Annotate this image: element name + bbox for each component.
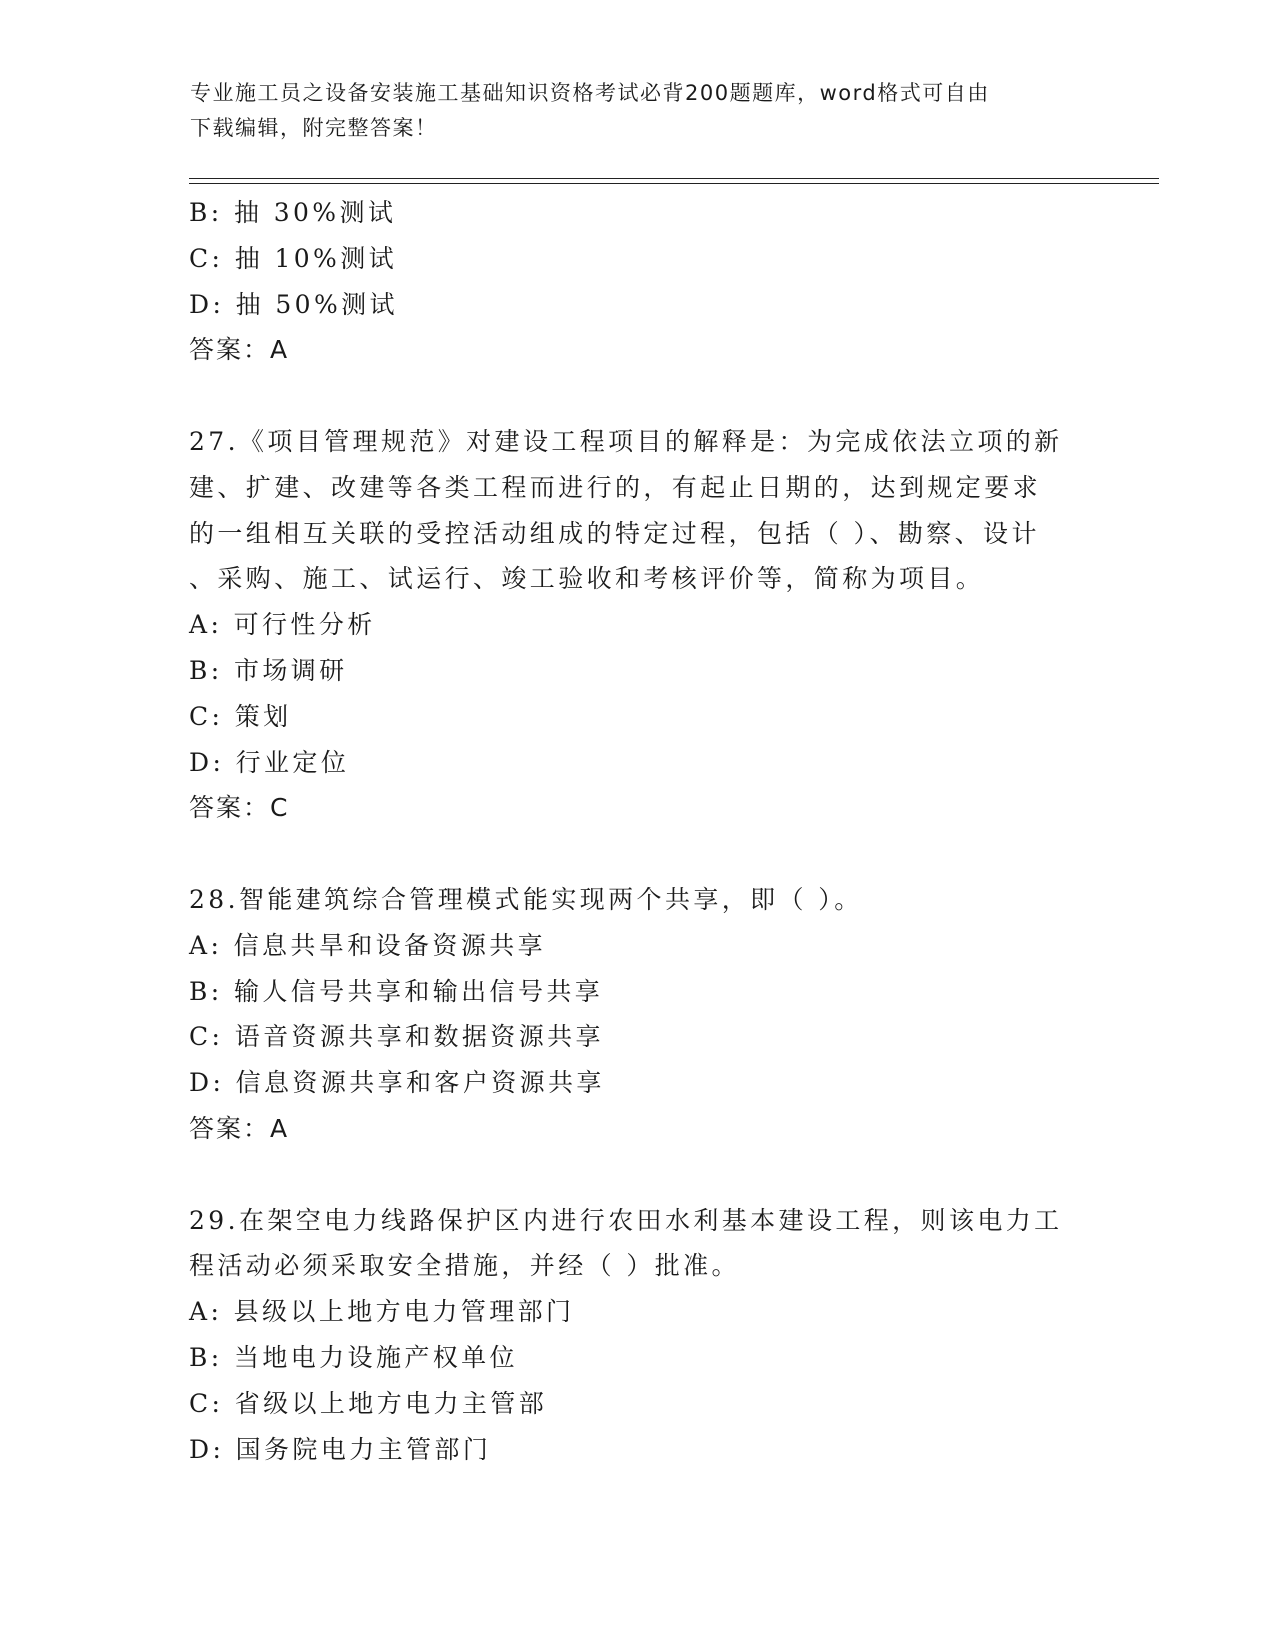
question-stem-line: 27.《项目管理规范》对建设工程项目的解释是：为完成依法立项的新: [189, 426, 1063, 456]
answer-line: 答案：A: [189, 1113, 290, 1143]
option-a: A: 信息共旱和设备资源共享: [189, 930, 547, 960]
question-26-tail: [189, 190, 1089, 373]
option-a: A: 可行性分析: [189, 610, 376, 640]
question-stem-line: 建、扩建、改建等各类工程而进行的，有起止日期的，达到规定要求: [189, 472, 1042, 502]
option-c: C: 抽 10%测试: [189, 243, 398, 273]
header-title-line-2: 下载编辑，附完整答案！: [190, 116, 438, 140]
option-b: B: 市场调研: [189, 655, 348, 685]
page-header: [190, 76, 1090, 146]
option-c: C: 省级以上地方电力主管部: [189, 1388, 548, 1418]
option-d: D: 抽 50%测试: [189, 289, 398, 319]
option-d: D: 国务院电力主管部门: [189, 1434, 492, 1464]
question-stem-line: 28.智能建筑综合管理模式能实现两个共享，即（ ）。: [189, 884, 863, 914]
spacer: [189, 373, 1089, 419]
spacer: [189, 831, 1089, 877]
header-rule-thick: [189, 178, 1159, 179]
document-body: [189, 190, 1089, 1472]
option-c: C: 语音资源共享和数据资源共享: [189, 1022, 604, 1052]
answer-line: 答案：A: [189, 335, 290, 365]
question-28: [189, 877, 1089, 1152]
option-a: A: 县级以上地方电力管理部门: [189, 1297, 575, 1327]
question-stem-line: 程活动必须采取安全措施，并经（ ）批准。: [189, 1251, 740, 1281]
answer-line: 答案：C: [189, 793, 290, 823]
header-title-line-1: 专业施工员之设备安装施工基础知识资格考试必背200题题库，word格式可自由: [190, 81, 990, 105]
question-29: [189, 1198, 1089, 1473]
spacer: [189, 1152, 1089, 1198]
option-d: D: 信息资源共享和客户资源共享: [189, 1068, 605, 1098]
option-c: C: 策划: [189, 701, 292, 731]
option-d: D: 行业定位: [189, 747, 350, 777]
question-stem-line: 、采购、施工、试运行、竣工验收和考核评价等，简称为项目。: [189, 564, 985, 594]
question-27: [189, 419, 1089, 831]
question-stem-line: 29.在架空电力线路保护区内进行农田水利基本建设工程，则该电力工: [189, 1205, 1063, 1235]
question-stem-line: 的一组相互关联的受控活动组成的特定过程，包括（ ）、勘察、设计: [189, 518, 1040, 548]
option-b: B: 抽 30%测试: [189, 198, 397, 227]
header-rule-thin: [189, 183, 1159, 184]
option-b: B: 当地电力设施产权单位: [189, 1342, 518, 1372]
option-b: B: 输人信号共享和输出信号共享: [189, 976, 604, 1006]
